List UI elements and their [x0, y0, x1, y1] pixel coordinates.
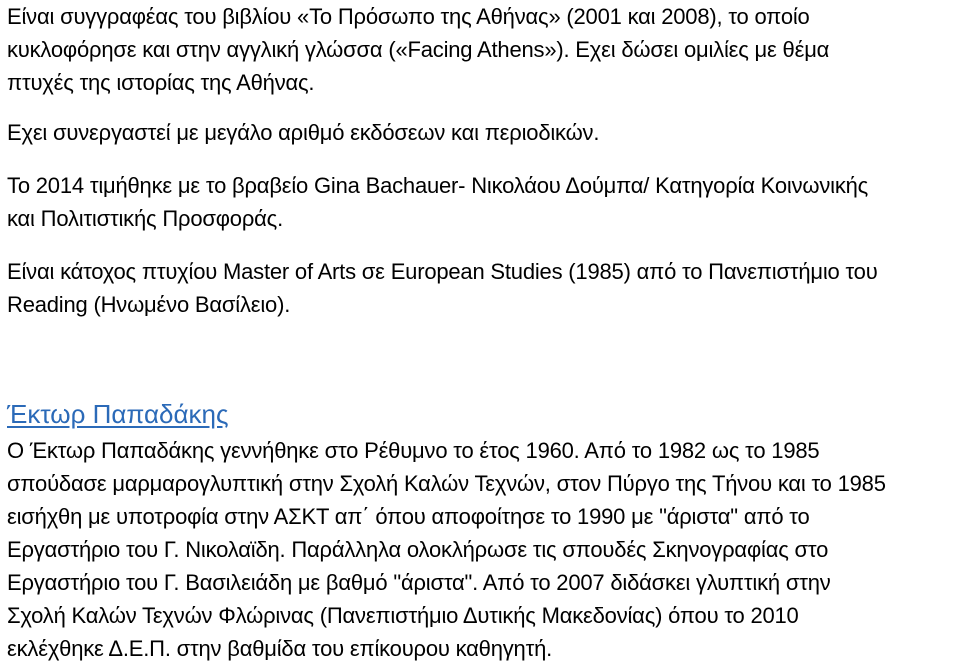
text-line: Εχει συνεργαστεί με μεγάλο αριθμό εκδόσεων και περιοδικών.	[7, 120, 600, 145]
text-line: Reading (Ηνωμένο Βασίλειο).	[7, 292, 291, 317]
bio-paragraph-degree	[7, 255, 878, 321]
text-line: Ο Έκτωρ Παπαδάκης γεννήθηκε στο Ρέθυμνο το έτος 1960. Από το 1982 ως το 1985	[7, 438, 820, 463]
text-line: εκλέχθηκε Δ.Ε.Π. στην βαθμίδα του επίκουρου καθηγητή.	[7, 636, 553, 661]
text-line: κυκλοφόρησε και στην αγγλική γλώσσα («Facing Athens»). Εχει δώσει ομιλίες με θέμα	[7, 37, 830, 62]
text-line: Εργαστήριο του Γ. Βασιλειάδη με βαθμό "άριστα". Από το 2007 διδάσκει γλυπτική στην	[7, 570, 831, 595]
text-line: Το 2014 τιμήθηκε με το βραβείο Gina Bachauer- Νικολάου Δούμπα/ Κατηγορία Κοινωνικής	[7, 173, 869, 198]
text-line: σπούδασε μαρμαρογλυπτική στην Σχολή Καλών Τεχνών, στον Πύργο της Τήνου και το 1985	[7, 471, 886, 496]
text-line: Είναι συγγραφέας του βιβλίου «Το Πρόσωπο της Αθήνας» (2001 και 2008), το οποίο	[7, 4, 810, 29]
bio-paragraph-publications	[7, 116, 599, 149]
text-line: Σχολή Καλών Τεχνών Φλώρινας (Πανεπιστήμιο Δυτικής Μακεδονίας) όπου το 2010	[7, 603, 799, 628]
bio-paragraph-book	[7, 0, 829, 99]
section-body-paragraph	[7, 434, 886, 665]
text-line: πτυχές της ιστορίας της Αθήνας.	[7, 70, 315, 95]
section-heading-link[interactable]: Έκτωρ Παπαδάκης	[7, 399, 229, 429]
text-line: και Πολιτιστικής Προσφοράς.	[7, 206, 283, 231]
text-line: εισήχθη με υποτροφία στην ΑΣΚΤ απ΄ όπου αποφοίτησε το 1990 με "άριστα" από το	[7, 504, 810, 529]
bio-paragraph-award	[7, 169, 868, 235]
text-line: Είναι κάτοχος πτυχίου Master of Arts σε European Studies (1985) από το Πανεπιστήμιο του	[7, 259, 878, 284]
text-line: Εργαστήριο του Γ. Νικολαϊδη. Παράλληλα ολοκλήρωσε τις σπουδές Σκηνογραφίας στο	[7, 537, 829, 562]
